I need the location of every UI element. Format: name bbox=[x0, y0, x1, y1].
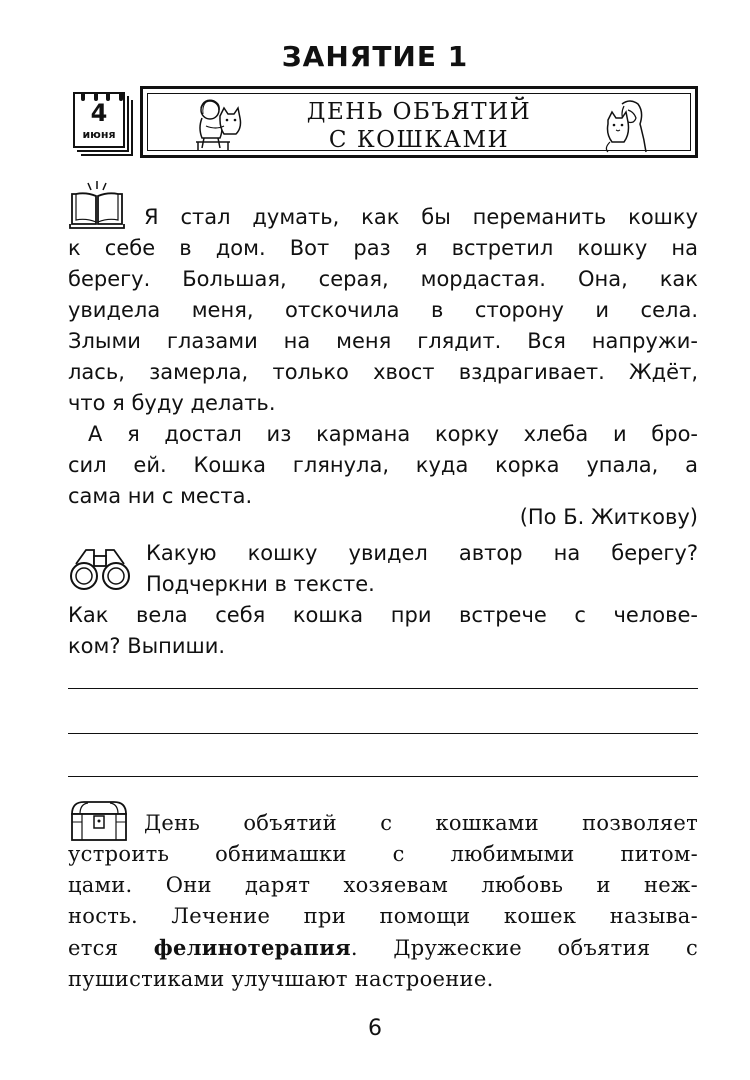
reading-line: сил ей. Кошка глянула, куда корка упала, а bbox=[68, 453, 698, 477]
fact-paragraph bbox=[68, 808, 698, 995]
term-felinotherapy: фелинотерапия bbox=[153, 935, 351, 960]
fact-line: День объятий с кошками позволяет bbox=[144, 811, 698, 835]
calendar-icon bbox=[73, 88, 133, 154]
attribution: (По Б. Житкову) bbox=[519, 505, 698, 529]
question-2-line2: ком? Выпиши. bbox=[68, 634, 226, 658]
girl-with-cat-icon bbox=[600, 98, 650, 154]
reading-line: лась, замерла, только хвост вздрагивает. Ждёт, bbox=[68, 360, 698, 384]
fact-text: ется bbox=[68, 936, 154, 960]
reading-line: что я буду делать. bbox=[68, 391, 276, 415]
reading-line: увидела меня, отскочила в сторону и села. bbox=[68, 298, 698, 322]
reading-line: к себе в дом. Вот раз я встретил кошку на bbox=[68, 236, 698, 260]
page-number: 6 bbox=[368, 1016, 382, 1041]
fact-line: цами. Они дарят хозяевам любовь и неж- bbox=[68, 873, 698, 897]
binoculars-icon bbox=[68, 546, 132, 592]
answer-line-2[interactable] bbox=[68, 733, 698, 734]
answer-line-3[interactable] bbox=[68, 776, 698, 777]
question-1-line1: Какую кошку увидел автор на берегу? bbox=[146, 541, 698, 565]
header-title-line2: С КОШКАМИ bbox=[328, 127, 510, 153]
calendar-day: 4 bbox=[90, 99, 108, 127]
lesson-header bbox=[140, 86, 698, 158]
fact-line: ность. Лечение при помощи кошек называ- bbox=[68, 904, 698, 928]
question-2 bbox=[68, 600, 698, 662]
reading-line: сама ни с места. bbox=[68, 484, 253, 508]
lesson-title: ЗАНЯТИЕ 1 bbox=[281, 40, 469, 73]
question-2-line1: Как вела себя кошка при встрече с челове- bbox=[68, 603, 698, 627]
reading-passage bbox=[68, 202, 698, 512]
question-1 bbox=[146, 538, 698, 600]
reading-line: берегу. Большая, серая, мордастая. Она, как bbox=[68, 267, 698, 291]
header-title-line1: ДЕНЬ ОБЪЯТИЙ bbox=[306, 99, 532, 125]
reading-line: А я достал из кармана корку хлеба и бро- bbox=[88, 422, 698, 446]
fact-line bbox=[68, 932, 698, 964]
calendar-month: июня bbox=[82, 128, 116, 141]
question-1-line2: Подчеркни в тексте. bbox=[146, 572, 375, 596]
fact-text: . Дружеские объятия с bbox=[350, 936, 699, 960]
reading-line: Злыми глазами на меня глядит. Вся напружи- bbox=[68, 329, 698, 353]
reading-line: Я стал думать, как бы переманить кошку bbox=[144, 205, 698, 229]
fact-line: пушистиками улучшают настроение. bbox=[68, 967, 494, 991]
answer-line-1[interactable] bbox=[68, 688, 698, 689]
fact-line: устроить обнимашки с любимыми питом- bbox=[68, 842, 698, 866]
